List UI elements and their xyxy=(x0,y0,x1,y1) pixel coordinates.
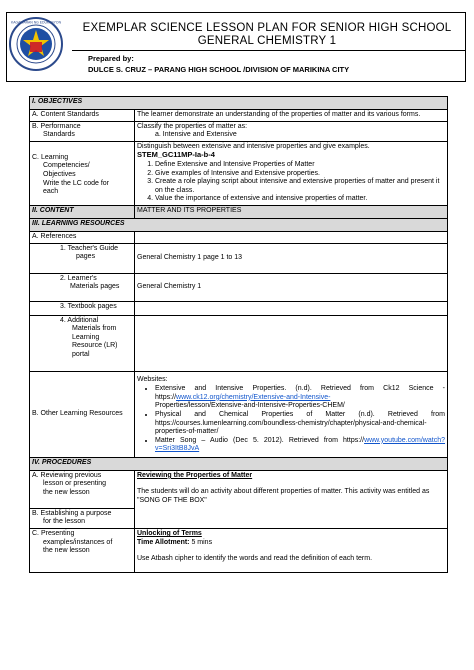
objectives-heading: I. OBJECTIVES xyxy=(30,97,448,110)
list-item xyxy=(155,437,445,454)
section-row xyxy=(30,97,448,110)
performance-standards-cell xyxy=(135,121,448,141)
header-divider xyxy=(72,50,466,51)
label-line: pages xyxy=(76,253,96,261)
label-line: Materials pages xyxy=(70,283,120,291)
svg-text:KAGAWARAN NG EDUKASYON: KAGAWARAN NG EDUKASYON xyxy=(10,20,62,25)
content-heading: II. CONTENT xyxy=(30,205,135,218)
label-line: 4. Additional xyxy=(60,316,99,324)
references-label: A. References xyxy=(30,231,135,243)
citation-text: Properties/lesson/Extensive-and-Intensive-Properties-CHEM/ xyxy=(155,402,345,410)
activity-title: Reviewing the Properties of Matter xyxy=(137,471,253,479)
list-item: 2. Give examples of Intensive and Extensive properties. xyxy=(155,170,445,179)
table-row xyxy=(30,121,448,141)
label-line: lesson or presenting xyxy=(43,480,107,488)
websites-label: Websites: xyxy=(137,375,168,383)
list-item: 1. Define Extensive and Intensive Properties of Matter xyxy=(155,161,445,170)
teachers-guide-text: General Chemistry 1 page 1 to 13 xyxy=(135,243,448,273)
lesson-plan-table xyxy=(29,96,448,573)
youtube-link[interactable]: www.youtube.com/watch?v=Sri3ItB8JvA xyxy=(155,436,445,453)
websites-list xyxy=(137,385,445,454)
learners-materials-label xyxy=(30,273,135,301)
list-item xyxy=(155,411,445,437)
learning-competencies-cell xyxy=(135,141,448,205)
additional-materials-label xyxy=(30,315,135,371)
label-line: examples/instances of xyxy=(43,538,113,546)
label-line: the new lesson xyxy=(43,547,90,555)
performance-item: a. Intensive and Extensive xyxy=(155,131,237,139)
activity-text: The students will do an activity about different properties of matter. This activity was entitled as "SONG OF THE BOX" xyxy=(137,488,430,505)
learning-competencies-label xyxy=(30,141,135,205)
label-line: 2. Learner's xyxy=(60,274,97,282)
citation-text: Matter Song – Audio (Dec 5. 2012). Retrieved from https:// xyxy=(155,436,365,444)
references-empty xyxy=(135,231,448,243)
time-label: Time Allotment: xyxy=(137,538,190,546)
textbook-label: 3. Textbook pages xyxy=(30,301,135,315)
performance-text: Classify the properties of matter as: xyxy=(137,122,248,130)
teachers-guide-label xyxy=(30,243,135,273)
citation-text: Physical and Chemical Properties of Matter (n.d). Retrieved from https://courses.lumenlearning.com/boundless-chemistry/chapter/physical-and-chemical-properties-of-matter/ xyxy=(155,410,445,436)
label-line: Objectives xyxy=(43,170,76,178)
table-row xyxy=(30,529,448,573)
label-line: the new lesson xyxy=(43,489,90,497)
label-line: Competencies/ xyxy=(43,162,90,170)
time-value: 5 mins xyxy=(189,538,213,546)
activity-text: Use Atbash cipher to identify the words and read the definition of each term. xyxy=(137,555,373,563)
table-row xyxy=(30,110,448,122)
document-subtitle: GENERAL CHEMISTRY 1 xyxy=(197,35,337,47)
reviewing-cell xyxy=(135,470,448,528)
objective-list xyxy=(137,161,445,204)
competency-code: STEM_GC11MP-Ia-b-4 xyxy=(137,150,215,160)
table-row xyxy=(30,243,448,273)
label-line: C. Presenting xyxy=(32,530,75,538)
other-resources-cell xyxy=(135,371,448,457)
label-line: each xyxy=(43,188,59,196)
table-row xyxy=(30,315,448,371)
label-line: Materials from xyxy=(72,325,117,333)
additional-materials-empty xyxy=(135,315,448,371)
label-line: C. Learning xyxy=(32,153,69,161)
competency-text: Distinguish between extensive and intensive properties and give examples. xyxy=(137,142,370,150)
reviewing-label xyxy=(30,470,135,508)
prepared-by-label: Prepared by: xyxy=(88,54,134,63)
content-text: MATTER AND ITS PROPERTIES xyxy=(135,205,448,218)
ck12-link[interactable]: www.ck12.org/chemistry/Extensive-and-Intensive- xyxy=(176,393,331,401)
purpose-label xyxy=(30,508,135,528)
textbook-empty xyxy=(135,301,448,315)
table-row xyxy=(30,141,448,205)
list-item xyxy=(155,385,445,411)
other-resources-label: B. Other Learning Resources xyxy=(30,371,135,457)
table-row xyxy=(30,301,448,315)
procedures-heading: IV. PROCEDURES xyxy=(30,457,448,470)
table-row xyxy=(30,470,448,508)
citation-text: Extensive and Intensive Properties. (n.d). Retrieved from Ck12 Science - https:// xyxy=(155,385,445,401)
label-line: Standards xyxy=(43,131,75,139)
label-line: 1. Teacher's Guide xyxy=(60,244,119,252)
activity-title: Unlocking of Terms xyxy=(137,530,202,538)
label-line: for the lesson xyxy=(43,518,86,526)
section-row xyxy=(30,218,448,231)
performance-standards-label xyxy=(30,121,135,141)
label-line: portal xyxy=(72,350,90,358)
presenting-label xyxy=(30,529,135,573)
label-line: B. Performance xyxy=(32,122,81,130)
table-row xyxy=(30,231,448,243)
document-title: EXEMPLAR SCIENCE LESSON PLAN FOR SENIOR HIGH SCHOOL xyxy=(82,22,452,34)
learners-materials-text: General Chemistry 1 xyxy=(135,273,448,301)
author-line: DULCE S. CRUZ – PARANG HIGH SCHOOL /DIVISION OF MARIKINA CITY xyxy=(88,65,350,74)
section-row xyxy=(30,457,448,470)
content-standards-text: The learner demonstrate an understanding of the properties of matter and its various forms. xyxy=(135,110,448,122)
content-standards-label: A. Content Standards xyxy=(30,110,135,122)
learning-resources-heading: III. LEARNING RESOURCES xyxy=(30,218,448,231)
list-item: 3. Create a role playing script about intensive and extensive properties of matter and present it on the class. xyxy=(155,178,445,195)
label-line: Resource (LR) xyxy=(72,342,118,350)
label-line: Learning xyxy=(72,333,100,341)
list-item: 4. Value the importance of extensive and intensive properties of matter. xyxy=(155,195,445,204)
label-line: Write the LC code for xyxy=(43,179,110,187)
section-row xyxy=(30,205,448,218)
presenting-cell xyxy=(135,529,448,573)
label-line: A. Reviewing previous xyxy=(32,471,102,479)
label-line: B. Establishing a purpose xyxy=(32,509,112,517)
table-row xyxy=(30,273,448,301)
deped-seal-icon xyxy=(8,16,64,72)
table-row xyxy=(30,371,448,457)
